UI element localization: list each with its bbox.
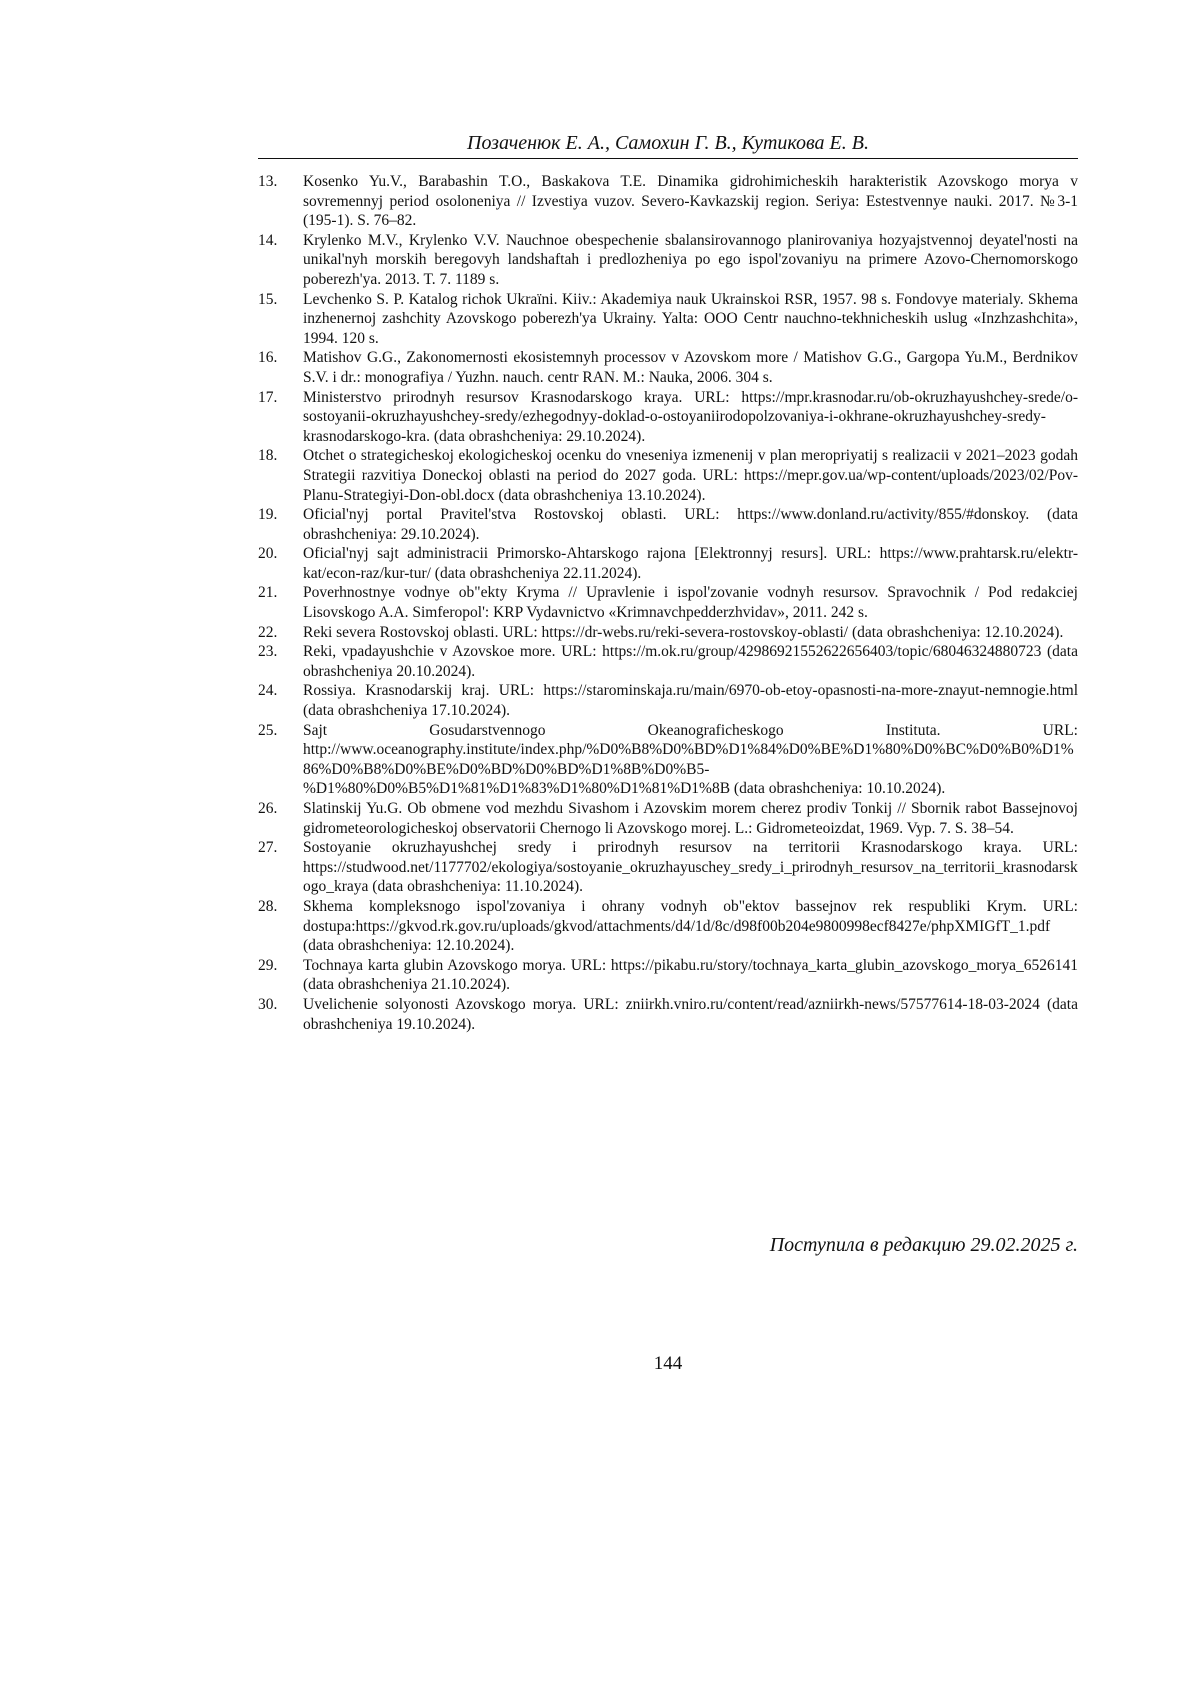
reference-number: 29. xyxy=(258,956,303,995)
reference-number: 22. xyxy=(258,623,303,643)
reference-number: 20. xyxy=(258,544,303,583)
reference-text: Uvelichenie solyonosti Azovskogo morya. URL: zniirkh.vniro.ru/content/read/azniirkh-news/57577614-18-03-2024 (data obrashcheniya 19.10.2024). xyxy=(303,995,1078,1034)
reference-item xyxy=(258,897,1078,956)
reference-number: 19. xyxy=(258,505,303,544)
reference-list xyxy=(258,172,1078,1034)
reference-text: Ministerstvo prirodnyh resursov Krasnodarskogo kraya. URL: https://mpr.krasnodar.ru/ob-okruzhayushchey-srede/o-sostoyanii-okruzhayushchey-sredy/ezhegodnyy-doklad-o-ostoyaniirodopolzovaniya-i-okhrane-okruzhayushchey-sredy-krasnodarskogo-kra. (data obrashcheniya: 29.10.2024). xyxy=(303,388,1078,447)
reference-text: Otchet o strategicheskoj ekologicheskoj ocenku do vneseniya izmenenij v plan meropriyatij s realizacii v 2021–2023 godah Strategii razvitiya Doneckoj oblasti na period do 2027 goda. URL: https://mepr.gov.ua/wp-content/uploads/2023/02/Pov-Planu-Strategiyi-Don-obl.docx (data obrashcheniya 13.10.2024). xyxy=(303,446,1078,505)
reference-number: 25. xyxy=(258,721,303,799)
reference-number: 27. xyxy=(258,838,303,897)
reference-item xyxy=(258,623,1078,643)
reference-number: 28. xyxy=(258,897,303,956)
reference-item xyxy=(258,505,1078,544)
running-header-authors: Позаченюк Е. А., Самохин Г. В., Кутикова Е. В. xyxy=(258,130,1078,156)
reference-item xyxy=(258,995,1078,1034)
reference-item xyxy=(258,388,1078,447)
reference-item xyxy=(258,799,1078,838)
reference-number: 24. xyxy=(258,681,303,720)
reference-text: Reki, vpadayushchie v Azovskoe more. URL: https://m.ok.ru/group/42986921552622656403/topic/68046324880723 (data obrashcheniya 20.10.2024). xyxy=(303,642,1078,681)
reference-item xyxy=(258,446,1078,505)
reference-text: Sostoyanie okruzhayushchej sredy i prirodnyh resursov na territorii Krasnodarskogo kraya. URL: https://studwood.net/1177702/ekologiya/sostoyanie_okruzhayuschey_sredy_i_prirodnyh_resursov_na_territorii_krasnodarskogo_kraya (data obrashcheniya: 11.10.2024). xyxy=(303,838,1078,897)
reference-item xyxy=(258,956,1078,995)
reference-number: 14. xyxy=(258,231,303,290)
reference-item xyxy=(258,838,1078,897)
reference-text: Kosenko Yu.V., Barabashin T.O., Baskakova T.E. Dinamika gidrohimicheskih harakteristik Azovskogo morya v sovremennyj period osoloneniya // Izvestiya vuzov. Severo-Kavkazskij region. Seriya: Estestvennye nauki. 2017. №3-1 (195-1). S. 76–82. xyxy=(303,172,1078,231)
reference-number: 16. xyxy=(258,348,303,387)
reference-item xyxy=(258,348,1078,387)
reference-text: Oficial'nyj portal Pravitel'stva Rostovskoj oblasti. URL: https://www.donland.ru/activity/855/#donskoy. (data obrashcheniya: 29.10.2024). xyxy=(303,505,1078,544)
reference-number: 23. xyxy=(258,642,303,681)
reference-text: Reki severa Rostovskoj oblasti. URL: https://dr-webs.ru/reki-severa-rostovskoy-oblasti/ (data obrashcheniya: 12.10.2024). xyxy=(303,623,1078,643)
reference-text: Rossiya. Krasnodarskij kraj. URL: https://starominskaja.ru/main/6970-ob-etoy-opasnosti-na-more-znayut-nemnogie.html (data obrashcheniya 17.10.2024). xyxy=(303,681,1078,720)
reference-item xyxy=(258,583,1078,622)
reference-text: Poverhnostnye vodnye ob"ekty Kryma // Upravlenie i ispol'zovanie vodnyh resursov. Spravochnik / Pod redakciej Lisovskogo A.A. Simferopol': KRP Vydavnictvo «Krimnavchpedderzhvidav», 2011. 242 s. xyxy=(303,583,1078,622)
reference-text: Matishov G.G., Zakonomernosti ekosistemnyh processov v Azovskom more / Matishov G.G., Gargopa Yu.M., Berdnikov S.V. i dr.: monografiya / Yuzhn. nauch. centr RAN. M.: Nauka, 2006. 304 s. xyxy=(303,348,1078,387)
reference-text: Skhema kompleksnogo ispol'zovaniya i ohrany vodnyh ob"ektov bassejnov rek respubliki Krym. URL: dostupa:https://gkvod.rk.gov.ru/uploads/gkvod/attachments/d4/1d/8c/d98f00b204e9800998ecf8427e/phpXMIGfT_1.pdf (data obrashcheniya: 12.10.2024). xyxy=(303,897,1078,956)
reference-number: 13. xyxy=(258,172,303,231)
reference-item xyxy=(258,721,1078,799)
reference-text: Levchenko S. P. Katalog richok Ukraïni. Kiiv.: Akademiya nauk Ukrainskoi RSR, 1957. 98 s. Fondovye materialy. Skhema inzhenernoj zashchity Azovskogo poberezh'ya Ukrainy. Yalta: OOO Centr nauchno-tekhnicheskih uslug «Inzhzashchita», 1994. 120 s. xyxy=(303,290,1078,349)
header-divider xyxy=(258,158,1078,159)
reference-number: 26. xyxy=(258,799,303,838)
reference-number: 15. xyxy=(258,290,303,349)
reference-item xyxy=(258,290,1078,349)
reference-item xyxy=(258,681,1078,720)
reference-number: 17. xyxy=(258,388,303,447)
reference-number: 30. xyxy=(258,995,303,1034)
reference-number: 18. xyxy=(258,446,303,505)
received-date-note: Поступила в редакцию 29.02.2025 г. xyxy=(258,1232,1078,1258)
reference-item xyxy=(258,231,1078,290)
reference-item xyxy=(258,544,1078,583)
page-number: 144 xyxy=(258,1352,1078,1376)
reference-text: Tochnaya karta glubin Azovskogo morya. URL: https://pikabu.ru/story/tochnaya_karta_glubin_azovskogo_morya_6526141 (data obrashcheniya 21.10.2024). xyxy=(303,956,1078,995)
reference-item xyxy=(258,172,1078,231)
reference-text: Slatinskij Yu.G. Ob obmene vod mezhdu Sivashom i Azovskim morem cherez prodiv Tonkij // Sbornik rabot Bassejnovoj gidrometeorologicheskoj observatorii Chernogo li Azovskogo morej. L.: Gidrometeoizdat, 1969. Vyp. 7. S. 38–54. xyxy=(303,799,1078,838)
reference-text: Sajt Gosudarstvennogo Okeanograficheskogo Instituta. URL: http://www.oceanography.institute/index.php/%D0%B8%D0%BD%D1%84%D0%BE%D1%80%D0%BC%D0%B0%D1%86%D0%B8%D0%BE%D0%BD%D0%BD%D1%8B%D0%B5-%D1%80%D0%B5%D1%81%D1%83%D1%80%D1%81%D1%8B (data obrashcheniya: 10.10.2024). xyxy=(303,721,1078,799)
reference-item xyxy=(258,642,1078,681)
reference-text: Krylenko M.V., Krylenko V.V. Nauchnoe obespechenie sbalansirovannogo planirovaniya hozyajstvennoj deyatel'nosti na unikal'nyh morskih beregovyh landshaftah i predlozheniya po ego ispol'zovaniyu na primere Azovo-Chernomorskogo poberezh'ya. 2013. T. 7. 1189 s. xyxy=(303,231,1078,290)
reference-text: Oficial'nyj sajt administracii Primorsko-Ahtarskogo rajona [Elektronnyj resurs]. URL: https://www.prahtarsk.ru/elektr-kat/econ-raz/kur-tur/ (data obrashcheniya 22.11.2024). xyxy=(303,544,1078,583)
reference-number: 21. xyxy=(258,583,303,622)
